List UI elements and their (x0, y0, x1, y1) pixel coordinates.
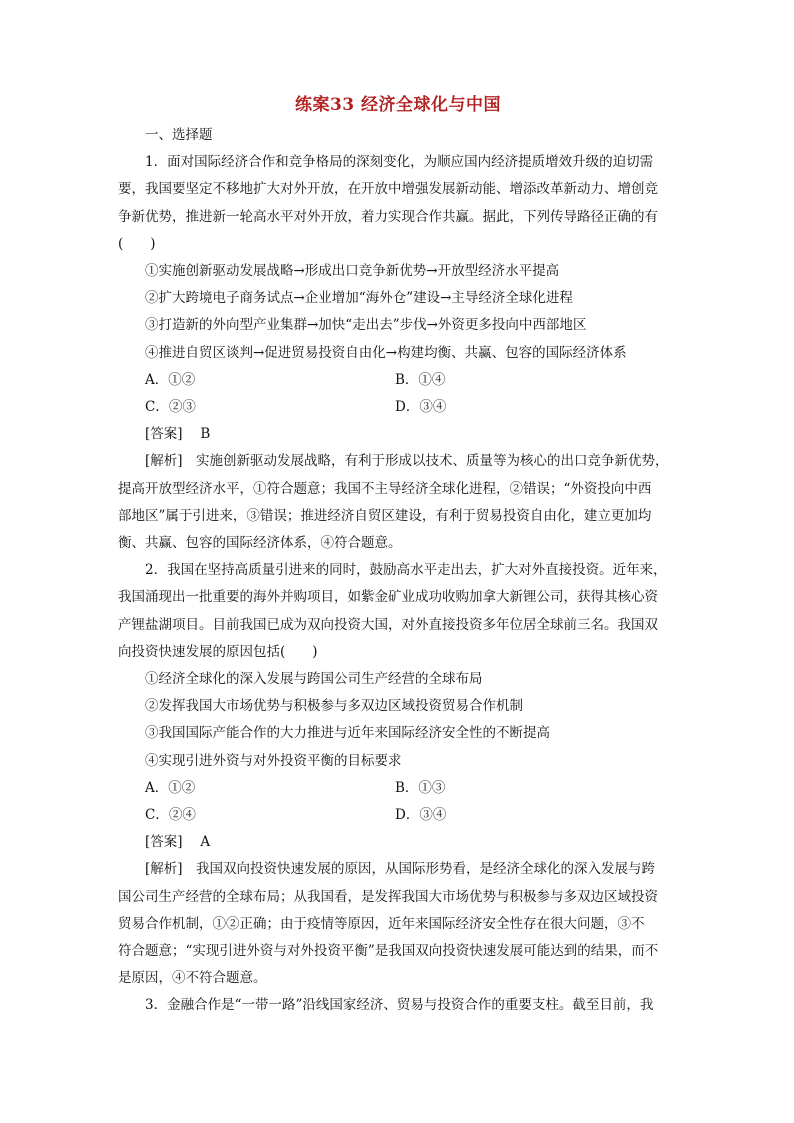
question-stem-line: ( ) (118, 235, 156, 252)
answer-line (118, 421, 678, 448)
option-a: A．①② (145, 371, 196, 388)
answer-label: [答案] (145, 834, 183, 851)
option-b: B．①③ (395, 779, 446, 796)
answer-value: B (200, 426, 211, 443)
option-c: C．②④ (145, 807, 196, 824)
question-2 (118, 557, 678, 992)
question-stem-line: 3．金融合作是“一带一路”沿线国家经济、贸易与投资合作的重要支柱。截至目前，我 (145, 997, 654, 1014)
question-1 (118, 149, 678, 557)
statement-item: ④实现引进外资与对外投资平衡的目标要求 (145, 752, 402, 769)
analysis-line: [解析] 实施创新驱动发展战略，有利于形成以技术、质量等为核心的出口竞争新优势， (145, 453, 669, 470)
option-d: D．③④ (395, 399, 447, 416)
question-stem-line: 2．我国在坚持高质量引进来的同时，鼓励高水平走出去，扩大对外直接投资。近年来， (145, 562, 667, 579)
analysis-line: [解析] 我国双向投资快速发展的原因，从国际形势看，是经济全球化的深入发展与跨 (145, 861, 656, 878)
statement-item: ②发挥我国大市场优势与积极参与多双边区域投资贸易合作机制 (145, 698, 523, 715)
analysis-line: 国公司生产经营的全球布局；从我国看，是发挥我国大市场优势与积极参与多双边区域投资 (118, 888, 658, 905)
option-a: A．①② (145, 779, 196, 796)
answer-line (118, 829, 678, 856)
question-stem-line: 争新优势，推进新一轮高水平对外开放，着力实现合作共赢。据此，下列传导路径正确的有 (118, 208, 658, 225)
page-title: 练案33 经济全球化与中国 (294, 95, 502, 115)
statement-item: ④推进自贸区谈判→促进贸易投资自由化→构建均衡、共赢、包容的国际经济体系 (145, 344, 627, 361)
options-row (118, 394, 678, 421)
analysis-line: 是原因，④不符合题意。 (118, 970, 267, 987)
analysis-line: 部地区”属于引进来，③错误；推进经济自贸区建设，有利于贸易投资自由化，建立更加均 (118, 507, 652, 524)
analysis-line: 衡、共赢、包容的国际经济体系，④符合题意。 (118, 535, 402, 552)
option-d: D．③④ (395, 807, 447, 824)
question-stem-line: 我国涌现出一批重要的海外并购项目，如紫金矿业成功收购加拿大新锂公司，获得其核心资 (118, 589, 658, 606)
statement-item: ③我国国际产能合作的大力推进与近年来国际经济安全性的不断提高 (145, 725, 550, 742)
option-b: B．①④ (395, 371, 446, 388)
analysis-line: 提高开放型经济水平，①符合题意；我国不主导经济全球化进程，②错误；“外资投向中西 (118, 480, 652, 497)
question-stem-line: 1．面对国际经济合作和竞争格局的深刻变化，为顺应国内经济提质增效升级的迫切需 (145, 154, 654, 171)
question-stem-line: 产锂盐湖项目。目前我国已成为双向投资大国，对外直接投资多年位居全球前三名。我国双 (118, 616, 658, 633)
analysis-line: 符合题意；“实现引进外资与对外投资平衡”是我国双向投资快速发展可能达到的结果，而不 (118, 943, 659, 960)
answer-value: A (200, 834, 211, 851)
answer-label: [答案] (145, 426, 183, 443)
document-page (118, 92, 678, 1020)
answer-gap (187, 426, 201, 442)
option-c: C．②③ (145, 399, 196, 416)
statement-item: ③打造新的外向型产业集群→加快“走出去”步伐→外资更多投向中西部地区 (145, 317, 587, 334)
answer-gap (187, 834, 201, 850)
question-stem-line: 向投资快速发展的原因包括( ) (118, 643, 318, 660)
statement-item: ①经济全球化的深入发展与跨国公司生产经营的全球布局 (145, 671, 483, 688)
section-heading: 一、选择题 (145, 127, 213, 143)
question-stem-line: 要，我国要坚定不移地扩大对外开放，在开放中增强发展新动能、增添改革新动力、增创竞 (118, 181, 658, 198)
statement-item: ②扩大跨境电子商务试点→企业增加“海外仓”建设→主导经济全球化进程 (145, 290, 573, 307)
question-3 (118, 992, 678, 1019)
analysis-line: 贸易合作机制，①②正确；由于疫情等原因，近年来国际经济安全性存在很大问题，③不 (118, 915, 645, 932)
options-row (118, 367, 678, 394)
statement-item: ①实施创新驱动发展战略→形成出口竞争新优势→开放型经济水平提高 (145, 263, 560, 280)
options-row (118, 802, 678, 829)
options-row (118, 775, 678, 802)
